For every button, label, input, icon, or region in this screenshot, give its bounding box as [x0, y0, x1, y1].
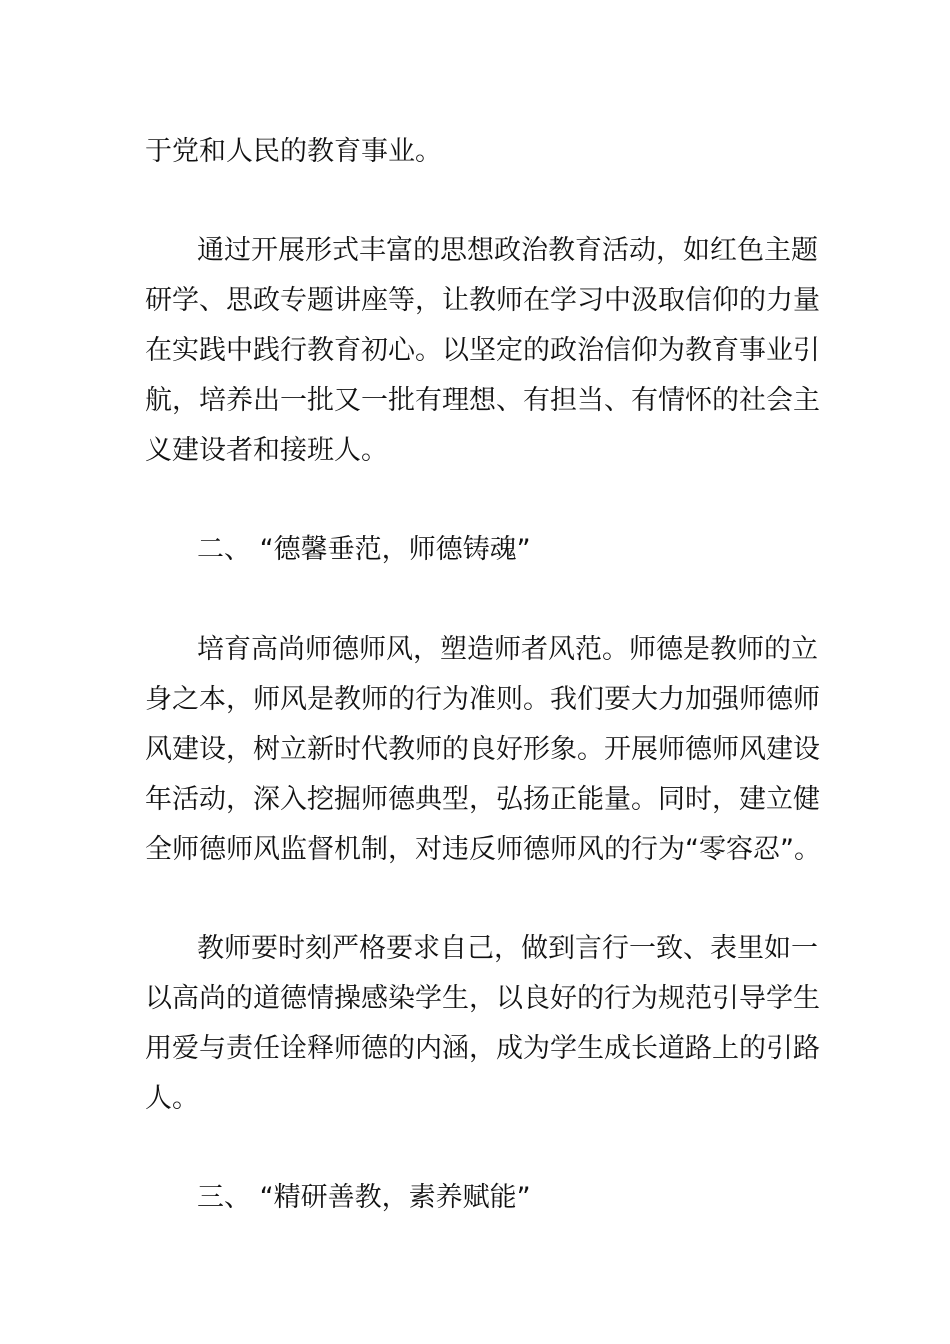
paragraph-4-line-4: 人。	[145, 1083, 199, 1114]
paragraph-2-line-3: 在实践中践行教育初心。以坚定的政治信仰为教育事业引	[145, 335, 820, 366]
paragraph-2-line-1: 通过开展形式丰富的思想政治教育活动，如红色主题	[197, 235, 818, 266]
paragraph-4-line-2: 以高尚的道德情操感染学生，以良好的行为规范引导学生	[145, 983, 820, 1014]
paragraph-3-line-2: 身之本，师风是教师的行为准则。我们要大力加强师德师	[145, 684, 820, 715]
section-heading-3: 三、 “精研善教，素养赋能”	[197, 1182, 531, 1213]
section-heading-2: 二、 “德馨垂范，师德铸魂”	[197, 534, 531, 565]
paragraph-2-line-4: 航，培养出一批又一批有理想、有担当、有情怀的社会主	[145, 385, 820, 416]
paragraph-2-line-5: 义建设者和接班人。	[145, 435, 388, 466]
paragraph-3-line-5: 全师德师风监督机制，对违反师德师风的行为“零容忍”。	[145, 834, 821, 865]
paragraph-2-line-2: 研学、思政专题讲座等，让教师在学习中汲取信仰的力量	[145, 285, 820, 316]
paragraph-4-line-1: 教师要时刻严格要求自己，做到言行一致、表里如一	[197, 933, 818, 964]
paragraph-4-line-3: 用爱与责任诠释师德的内涵，成为学生成长道路上的引路	[145, 1033, 820, 1064]
paragraph-1-line-1: 于党和人民的教育事业。	[145, 136, 442, 167]
paragraph-3-line-3: 风建设，树立新时代教师的良好形象。开展师德师风建设	[145, 734, 820, 765]
paragraph-3-line-1: 培育高尚师德师风，塑造师者风范。师德是教师的立	[197, 634, 818, 665]
paragraph-3-line-4: 年活动，深入挖掘师德典型，弘扬正能量。同时，建立健	[145, 784, 820, 815]
